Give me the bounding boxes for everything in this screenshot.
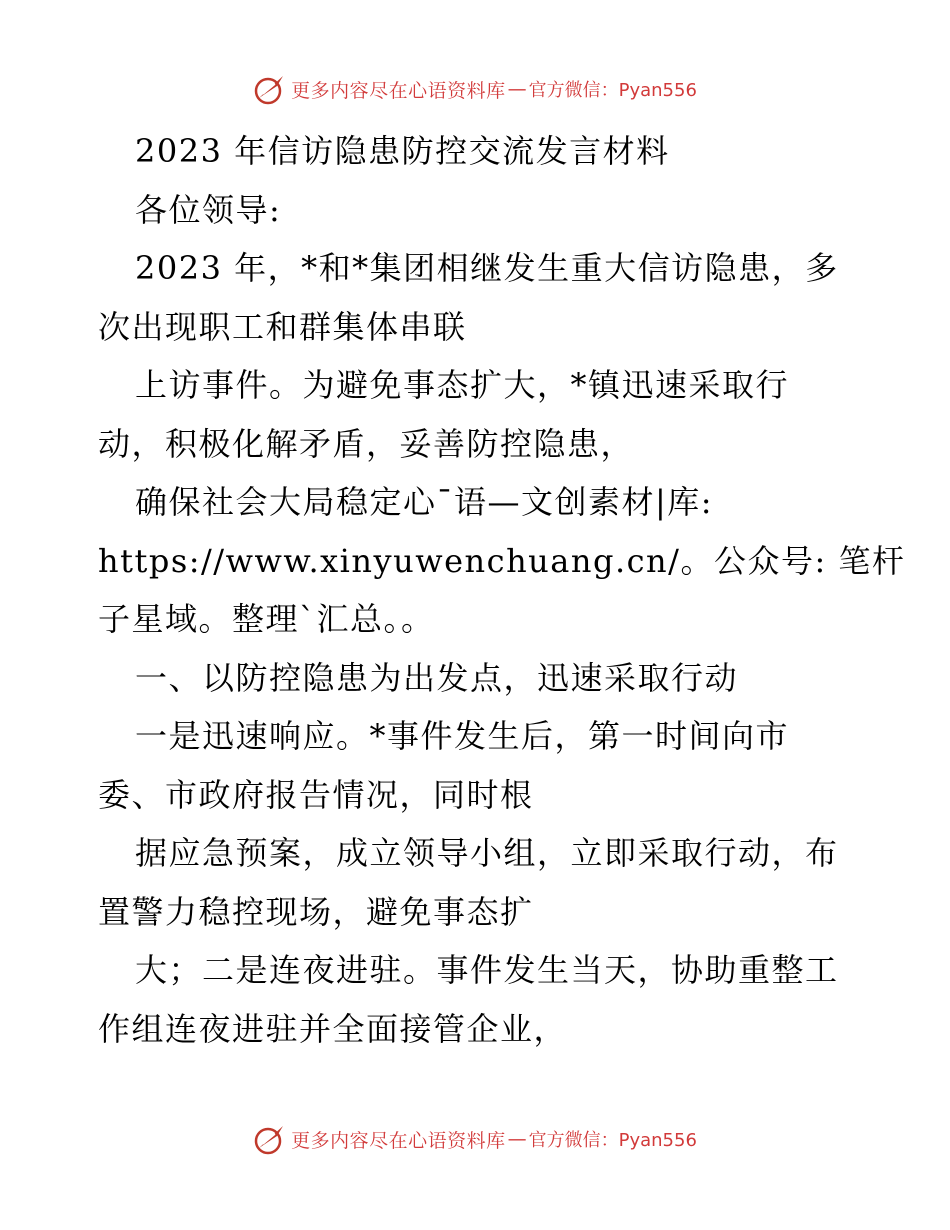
paragraph-line: 动，积极化解矛盾，妥善防控隐患， (98, 424, 635, 463)
paragraph-line: 确保社会大局稳定心¯语—文创素材|库: (135, 483, 714, 521)
paragraph-line: 一是迅速响应。*事件发生后，第一时间向市 (135, 717, 790, 755)
paragraph-line: 大；二是连夜进驻。事件发生当天，协助重整工 (135, 951, 839, 989)
paragraph-line: 2023 年，*和*集团相继发生重大信访隐患，多 (135, 249, 839, 287)
url-line: https://www.xinyuwenchuang.cn/。公众号: 笔杆 (98, 541, 906, 580)
paragraph-line: 置警力稳控现场，避免事态扩 (98, 892, 534, 931)
header-watermark (0, 72, 950, 106)
watermark-dash: — (507, 78, 527, 100)
quill-logo-icon (253, 1122, 287, 1156)
paragraph-line: 委、市政府报告情况，同时根 (98, 775, 534, 814)
watermark-dash: — (507, 1128, 527, 1150)
quill-logo-icon (253, 72, 287, 106)
paragraph-line: 子星域。整理`汇总。。 (98, 600, 435, 638)
document-title: 2023 年信访隐患防控交流发言材料 (135, 132, 670, 170)
salutation: 各位领导: (135, 190, 282, 229)
watermark-library-text: 更多内容尽在心语资料库 (291, 1129, 506, 1152)
paragraph-line: 次出现职工和群集体串联 (98, 307, 467, 346)
paragraph-line: 作组连夜进驻并全面接管企业， (98, 1009, 568, 1048)
watermark-wechat-text: 官方微信：Pyan556 (528, 80, 697, 101)
watermark-library-text: 更多内容尽在心语资料库 (291, 79, 506, 102)
paragraph-line: 据应急预案，成立领导小组，立即采取行动，布 (135, 834, 839, 872)
section-heading: 一、以防控隐患为出发点，迅速采取行动 (135, 658, 739, 697)
footer-watermark (0, 1122, 950, 1156)
watermark-wechat-text: 官方微信：Pyan556 (528, 1130, 697, 1151)
paragraph-line: 上访事件。为避免事态扩大，*镇迅速采取行 (135, 366, 790, 404)
document-body (98, 122, 906, 1058)
